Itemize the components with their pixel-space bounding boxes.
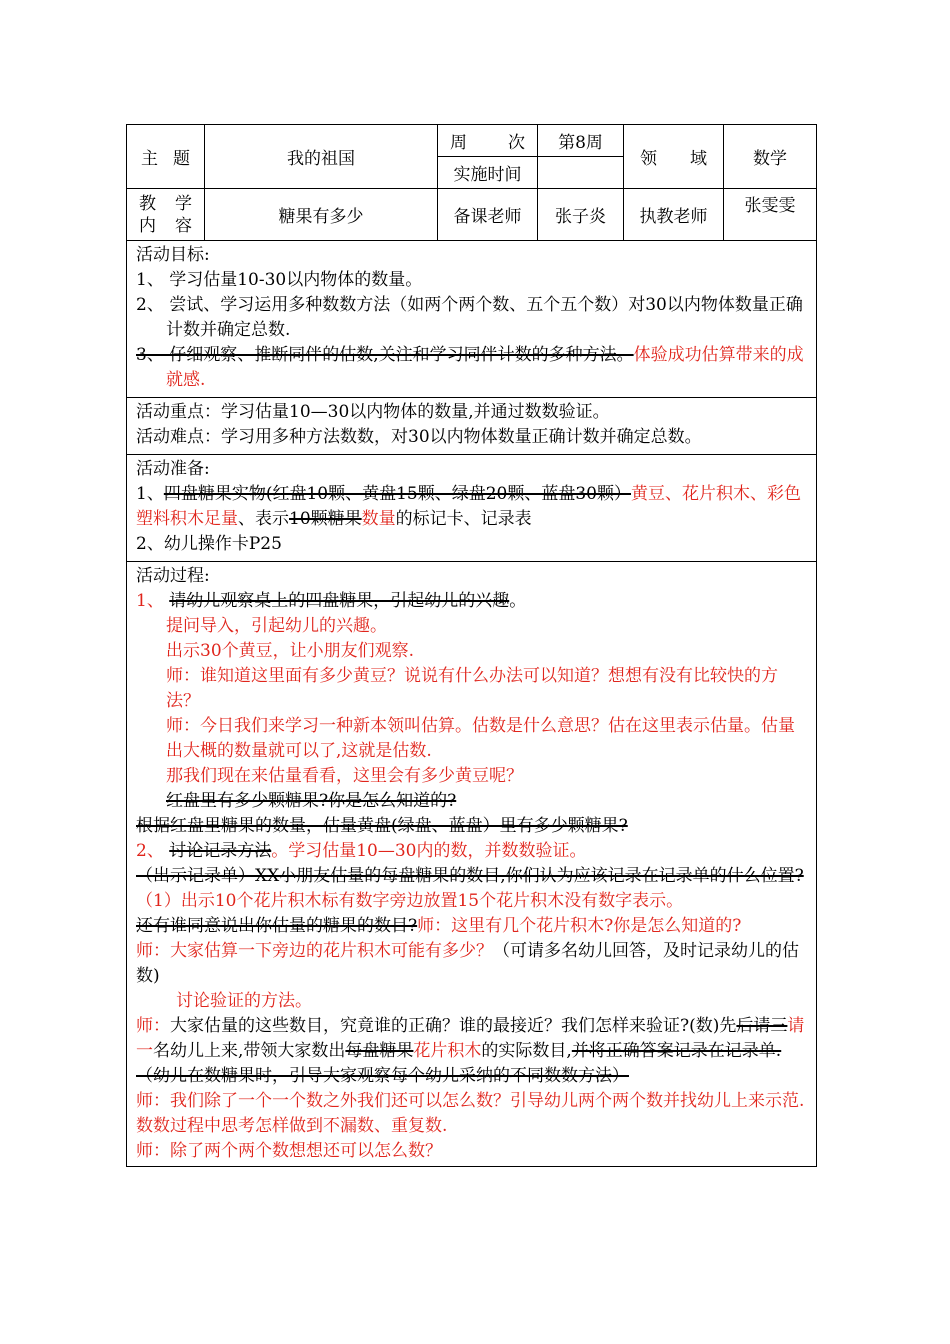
line-13-deleted-2: 每盘糖果	[345, 1041, 414, 1061]
process-line-3: 师：谁知道这里面有多少黄豆？说说有什么办法可以知道？想想有没有比较快的方法？	[166, 666, 778, 711]
week-value: 第8周	[538, 125, 624, 157]
prep-item-1-inserted-2: 数量	[361, 509, 396, 529]
step-1-deleted: 请幼儿观察桌上的四盘糖果，引起幼儿的兴趣	[169, 591, 510, 611]
content-value: 糖果有多少	[205, 189, 438, 241]
process-line-8: （出示记录单）XX小朋友估量的每盘糖果的数目,你们认为应该记录在记录单的什么位置?	[136, 866, 804, 886]
process-line-13	[136, 1014, 808, 1089]
domain-label-2: 域	[690, 149, 707, 169]
line-13-text-2: 名幼儿上来,带领大家数出	[153, 1041, 346, 1061]
process-step-2	[136, 839, 808, 864]
process-step-1	[136, 589, 808, 614]
line-13-deleted-3: 并将正确答案记录在记录单.（幼儿在数糖果时，引导大家观察每个幼儿采纳的不同数数方法）	[136, 1041, 782, 1086]
prep-teacher-label: 备课老师	[438, 189, 538, 241]
line-13-deleted: 后请三	[736, 1016, 788, 1036]
goals-title: 活动目标:	[136, 245, 210, 265]
line-11-text: （可请多名幼儿回答，及时记录幼儿的估数)	[136, 941, 799, 986]
goals-section	[127, 241, 817, 398]
prep-title: 活动准备:	[136, 459, 210, 479]
domain-value: 数学	[724, 125, 817, 189]
process-line-15: 师：除了两个两个数想想还可以怎么数？	[136, 1141, 442, 1161]
line-13-inserted-3: 花片积木	[413, 1041, 482, 1061]
process-line-4: 师：今日我们来学习一种新本领叫估算。估数是什么意思？估在这里表示估量。估量出大概的数量就可以了,这就是估数.	[166, 716, 795, 761]
step-2-num: 2、	[136, 841, 164, 861]
domain-label-1: 领	[640, 149, 657, 169]
content-label-cell	[127, 189, 205, 241]
lesson-plan-document	[126, 124, 816, 1167]
prep-item-1-text-2: 的标记卡、记录表	[395, 509, 532, 529]
process-line-2: 出示30个黄豆，让小朋友们观察.	[166, 641, 415, 661]
process-title: 活动过程:	[136, 566, 210, 586]
process-line-1: 提问导入，引起幼儿的兴趣。	[166, 616, 387, 636]
prep-item-1	[136, 482, 808, 532]
prep-item-2: 2、幼儿操作卡P25	[136, 534, 282, 554]
prep-item-1-num: 1、	[136, 484, 164, 504]
line-13-text-3: 的实际数目,	[481, 1041, 572, 1061]
lesson-plan-table	[126, 124, 817, 1167]
theme-label-2: 题	[173, 149, 190, 169]
line-13-text: 大家估量的这些数目，究竟谁的正确？谁的最接近？我们怎样来验证?(数)先	[170, 1016, 737, 1036]
step-2-deleted: 讨论记录方法	[169, 841, 272, 861]
content-label-1: 教	[139, 193, 156, 214]
prep-section	[127, 455, 817, 562]
process-line-11	[136, 939, 808, 989]
process-line-7: 根据红盘里糖果的数量，估量黄盘(绿盘、蓝盘）里有多少颗糖果?	[136, 816, 628, 836]
goal-3-deleted: 3、 仔细观察、推断同伴的估数,关注和学习同伴计数的多种方法。	[136, 345, 634, 365]
line-11-inserted: 师：大家估算一下旁边的花片积木可能有多少？	[136, 941, 493, 961]
process-line-6: 红盘里有多少颗糖果?你是怎么知道的?	[166, 791, 457, 811]
step-2-inserted: 。学习估量10—30内的数，并数数验证。	[271, 841, 587, 861]
goal-2: 2、 尝试、学习运用多种数数方法（如两个两个数、五个五个数）对30以内物体数量正确计数并确定总数.	[136, 295, 803, 340]
week-label-2: 次	[508, 133, 525, 153]
goal-3-inserted: 体验成功估算带来的成就感.	[166, 345, 804, 390]
process-section	[127, 562, 817, 1167]
key-points-section	[127, 398, 817, 455]
line-10-deleted: 还有谁同意说出你估量的糖果的数目?	[136, 916, 418, 936]
step-1-end: 。	[509, 591, 527, 611]
impl-time-label: 实施时间	[438, 157, 538, 189]
process-line-9: （1）出示10个花片积木标有数字旁边放置15个花片积木没有数字表示。	[136, 891, 684, 911]
line-13-inserted-2: 请一	[136, 1016, 805, 1061]
process-line-10	[136, 914, 808, 939]
focus-point: 活动重点：学习估量10—30以内物体的数量,并通过数数验证。	[136, 402, 610, 422]
process-line-12: 讨论验证的方法。	[176, 991, 312, 1011]
exec-teacher-label: 执教老师	[624, 189, 724, 241]
line-13-inserted: 师：	[136, 1016, 170, 1036]
step-1-num: 1、	[136, 591, 164, 611]
theme-value: 我的祖国	[205, 125, 438, 189]
prep-teacher-value: 张子炎	[538, 189, 624, 241]
goal-1: 1、 学习估量10-30以内物体的数量。	[136, 270, 423, 290]
week-label-cell	[438, 125, 538, 157]
exec-teacher-value: 张雯雯	[724, 189, 817, 241]
goal-3	[136, 343, 808, 393]
prep-item-1-deleted: 四盘糖果实物(红盘10颗、黄盘15颗、绿盘20颗、蓝盘30颗）	[163, 484, 631, 504]
process-line-5: 那我们现在来估量看看，这里会有多少黄豆呢？	[166, 766, 523, 786]
prep-item-1-text: 、表示	[238, 509, 289, 529]
prep-item-1-deleted-2: 10颗糖果	[289, 509, 362, 529]
difficulty-point: 活动难点：学习用多种方法数数，对30以内物体数量正确计数并确定总数。	[136, 427, 702, 447]
content-label-2: 学	[175, 193, 192, 214]
line-10-inserted: 师：这里有几个花片积木?你是怎么知道的?	[417, 916, 742, 936]
content-label-4: 容	[175, 215, 192, 236]
prep-item-1-inserted: 黄豆、花片积木、彩色塑料积木足量	[136, 484, 801, 529]
theme-label-1: 主	[141, 149, 158, 169]
week-label-1: 周	[450, 133, 467, 153]
impl-time-value	[538, 157, 624, 189]
process-line-14: 师：我们除了一个一个数之外我们还可以怎么数？引导幼儿两个两个数并找幼儿上来示范.数数过程中思考怎样做到不漏数、重复数.	[136, 1091, 805, 1136]
domain-label-cell	[624, 125, 724, 189]
theme-label-cell	[127, 125, 205, 189]
content-label-3: 内	[139, 215, 156, 236]
